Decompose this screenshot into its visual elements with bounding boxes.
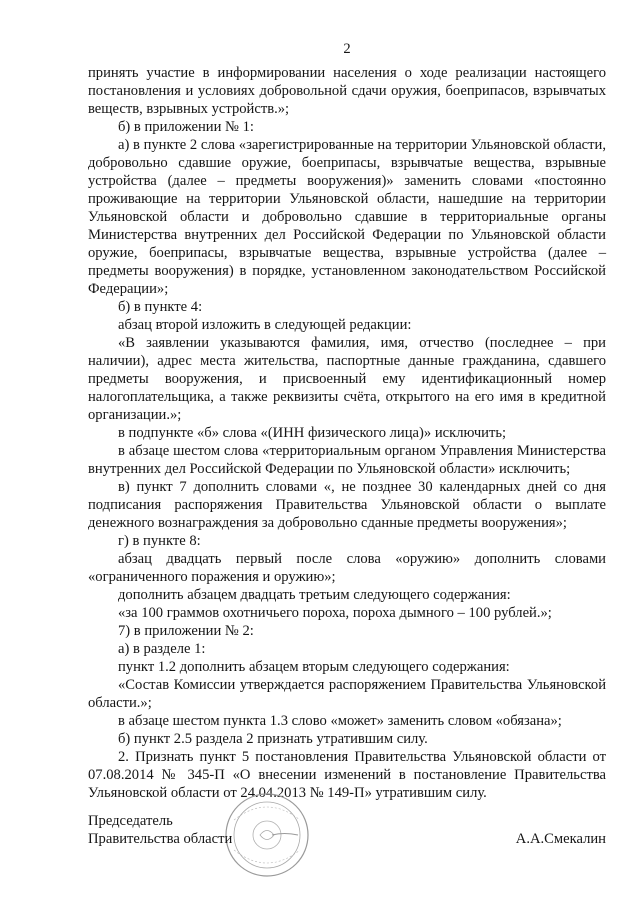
- paragraph: в абзаце шестом пункта 1.3 слово «может» заменить словом «обязана»;: [118, 713, 562, 729]
- paragraph: принять участие в информировании населения о ходе реализации настоящего постановления и условиях добровольной сдачи оружия, боеприпасов, взрывчатых веществ, взрывных устройств.»;: [88, 65, 606, 117]
- paragraph: «Состав Комиссии утверждается распоряжением Правительства Ульяновской области.»;: [88, 677, 606, 711]
- paragraph: 2. Признать пункт 5 постановления Правительства Ульяновской области от 07.08.2014 № 345-П «О внесении изменений в постановление Правительства Ульяновской области от 24.04.2013 № 149-П» утратившим силу.: [88, 749, 606, 801]
- page-number: 2: [343, 41, 351, 57]
- paragraph: 7) в приложении № 2:: [118, 623, 254, 639]
- paragraph: а) в разделе 1:: [118, 641, 206, 657]
- signature-position-line1: Председатель: [88, 813, 173, 829]
- document-body: [88, 64, 606, 802]
- paragraph: в подпункте «б» слова «(ИНН физического лица)» исключить;: [118, 425, 507, 441]
- paragraph: б) в пункте 4:: [118, 299, 203, 315]
- signature-block: [88, 812, 606, 848]
- paragraph: «за 100 граммов охотничьего пороха, пороха дымного – 100 рублей.»;: [118, 605, 552, 621]
- paragraph: г) в пункте 8:: [118, 533, 201, 549]
- paragraph: в абзаце шестом слова «территориальным органом Управления Министерства внутренних дел Российской Федерации по Ульяновской области» исключить;: [88, 443, 606, 477]
- paragraph: «В заявлении указываются фамилия, имя, отчество (последнее – при наличии), адрес места жительства, паспортные данные гражданина, сдавшего предметы вооружения, и присвоенный ему идентификационный номер налогоплательщика, а также реквизиты счёта, открытого на его имя в кредитной организации.»;: [88, 335, 606, 423]
- signature-position-line2: Правительства области: [88, 831, 233, 847]
- signature-name: А.А.Смекалин: [515, 831, 606, 847]
- paragraph: б) пункт 2.5 раздела 2 признать утратившим силу.: [118, 731, 428, 747]
- paragraph: абзац двадцать первый после слова «оружию» дополнить словами «ограниченного поражения и оружию»;: [88, 551, 606, 585]
- paragraph: дополнить абзацем двадцать третьим следующего содержания:: [118, 587, 511, 603]
- paragraph: а) в пункте 2 слова «зарегистрированные на территории Ульяновской области, добровольно сдавшие оружие, боеприпасы, взрывчатые вещества, взрывные устройства (далее – предметы вооружения)» заменить словами «постоянно проживающие на территории Ульяновской области, нашедшие на территории Ульяновской области и добровольно сдавшие в территориальные органы Министерства внутренних дел Российской Федерации по Ульяновской области оружие, боеприпасы, взрывчатые вещества, взрывные устройства (далее – предметы вооружения) в порядке, установленном законодательством Российской Федерации»;: [88, 137, 606, 297]
- paragraph: в) пункт 7 дополнить словами «, не позднее 30 календарных дней со дня подписания распоряжения Правительства Ульяновской области о выплате денежного вознаграждения за добровольно сданные предметы вооружения»;: [88, 479, 606, 531]
- paragraph: абзац второй изложить в следующей редакции:: [118, 317, 412, 333]
- paragraph: б) в приложении № 1:: [118, 119, 254, 135]
- paragraph: пункт 1.2 дополнить абзацем вторым следующего содержания:: [118, 659, 510, 675]
